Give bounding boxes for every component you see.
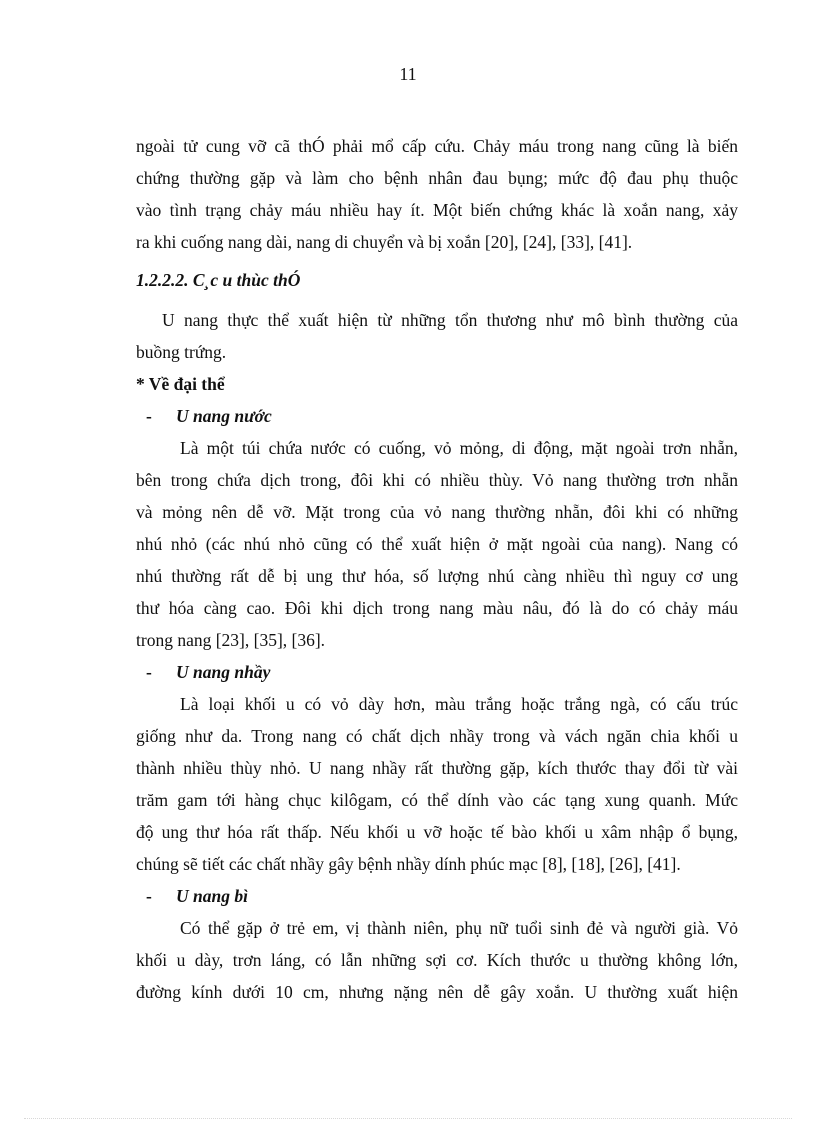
- paragraph-line: ngoài tử cung vỡ cã thÓ phải mổ cấp cứu. Chảy máu trong nang cũng là biến: [136, 136, 738, 156]
- bullet-dash: -: [146, 662, 152, 682]
- page-number: 11: [399, 64, 417, 84]
- paragraph-line: thành nhiều thùy nhỏ. U nang nhầy rất thường gặp, kích thước thay đổi từ vài: [136, 758, 738, 778]
- paragraph-line: ra khi cuống nang dài, nang di chuyển và bị xoắn [20], [24], [33], [41].: [136, 232, 633, 252]
- bullet-title: U nang nhầy: [176, 662, 271, 682]
- bullet-title: U nang nước: [176, 406, 272, 426]
- document-body: [136, 130, 738, 1008]
- paragraph-line: thư hóa càng cao. Đôi khi dịch trong nang màu nâu, đó là do có chảy máu: [136, 598, 738, 618]
- paragraph-line: nhú nhỏ (các nhú nhỏ cũng có thể xuất hiện ở mặt ngoài của nang). Nang có: [136, 534, 738, 554]
- paragraph-line: vào tình trạng chảy máu nhiều hay ít. Một biến chứng khác là xoắn nang, xảy: [136, 200, 738, 220]
- paragraph-line: buồng trứng.: [136, 342, 227, 362]
- bullet-heading: [136, 400, 738, 432]
- bullet-dash: -: [146, 886, 152, 906]
- paragraph-line: đường kính dưới 10 cm, nhưng nặng nên dễ gây xoắn. U thường xuất hiện: [136, 982, 738, 1002]
- paragraph-line: chứng thường gặp và làm cho bệnh nhân đau bụng; mức độ đau phụ thuộc: [136, 168, 738, 188]
- paragraph-line: Có thể gặp ở trẻ em, vị thành niên, phụ nữ tuổi sinh đẻ và người già. Vỏ: [180, 918, 738, 938]
- section-heading: 1.2.2.2. C¸c u thùc thÓ: [136, 270, 301, 290]
- paragraph-line: Là loại khối u có vỏ dày hơn, màu trắng hoặc trắng ngà, có cấu trúc: [180, 694, 738, 714]
- bullet-title: U nang bì: [176, 886, 248, 906]
- subheading: * Về đại thể: [136, 374, 225, 394]
- paragraph-line: chúng sẽ tiết các chất nhầy gây bệnh nhầy dính phúc mạc [8], [18], [26], [41].: [136, 854, 681, 874]
- paragraph-line: độ ung thư hóa rất thấp. Nếu khối u vỡ hoặc tế bào khối u xâm nhập ổ bụng,: [136, 822, 738, 842]
- bullet-heading: [136, 656, 738, 688]
- paragraph-line: trăm gam tới hàng chục kilôgam, có thể dính vào các tạng xung quanh. Mức: [136, 790, 738, 810]
- paragraph-line: giống như da. Trong nang có chất dịch nhầy trong và vách ngăn chia khối u: [136, 726, 738, 746]
- paragraph-line: khối u dày, trơn láng, có lẫn những sợi cơ. Kích thước u thường không lớn,: [136, 950, 738, 970]
- paragraph-line: U nang thực thể xuất hiện từ những tổn thương như mô bình thường của: [162, 310, 738, 330]
- paragraph-line: Là một túi chứa nước có cuống, vỏ mỏng, di động, mặt ngoài trơn nhẵn,: [180, 438, 738, 458]
- paragraph-line: bên trong chứa dịch trong, đôi khi có nhiều thùy. Vỏ nang thường trơn nhẵn: [136, 470, 738, 490]
- paragraph-line: trong nang [23], [35], [36].: [136, 630, 326, 650]
- bullet-heading: [136, 880, 738, 912]
- bullet-dash: -: [146, 406, 152, 426]
- paragraph-line: và mỏng nên dễ vỡ. Mặt trong của vỏ nang thường nhẵn, đôi khi có những: [136, 502, 738, 522]
- paragraph-line: nhú thường rất dễ bị ung thư hóa, số lượng nhú càng nhiều thì nguy cơ ung: [136, 566, 738, 586]
- page-bottom-rule: [24, 1118, 792, 1119]
